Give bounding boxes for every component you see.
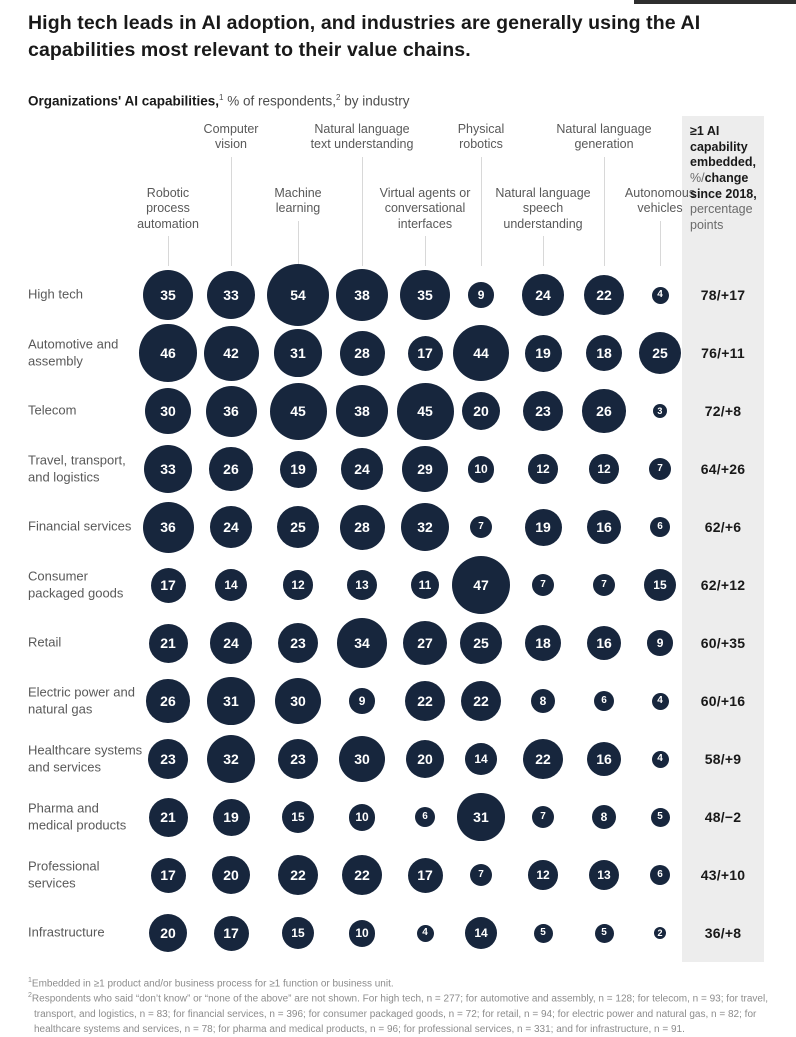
bubble-value: 4 xyxy=(417,925,434,942)
chart-subtitle xyxy=(28,93,768,109)
bubble-value: 14 xyxy=(465,743,497,775)
bubble-value: 26 xyxy=(209,447,252,490)
column-header-label: Virtual agents or conversational interfaces xyxy=(379,186,471,231)
bubble-value: 42 xyxy=(204,326,259,381)
bubble-value: 20 xyxy=(212,856,250,894)
row-label: Pharma and medical products xyxy=(28,800,127,833)
bubble-value: 9 xyxy=(468,282,494,308)
bubble-value: 25 xyxy=(277,506,320,549)
bubble-value: 17 xyxy=(151,568,186,603)
bubble-value: 30 xyxy=(339,736,386,783)
bubble-value: 22 xyxy=(278,855,318,895)
bubble-value: 30 xyxy=(275,678,322,725)
column-connector-line xyxy=(481,157,482,267)
bubble-value: 17 xyxy=(408,858,443,893)
bubble-value: 24 xyxy=(210,506,252,548)
table-row xyxy=(28,382,768,440)
bubble-value: 18 xyxy=(525,625,561,661)
bubble-value: 15 xyxy=(282,801,315,834)
summary-value: 60/+35 xyxy=(700,635,746,652)
footnotes xyxy=(28,976,768,1037)
table-row xyxy=(28,614,768,672)
bubble-value: 13 xyxy=(589,860,620,891)
bubble-value: 14 xyxy=(465,917,497,949)
bubble-value: 10 xyxy=(349,804,376,831)
subtitle-text: % of respondents, xyxy=(223,93,337,109)
bubble-value: 6 xyxy=(650,865,671,886)
bubble-value: 7 xyxy=(470,516,493,539)
bubble-value: 3 xyxy=(653,404,668,419)
bubble-value: 38 xyxy=(336,385,388,437)
bubble-value: 28 xyxy=(340,331,385,376)
bubble-value: 23 xyxy=(278,739,319,780)
summary-value: 58/+9 xyxy=(704,751,742,768)
bubble-value: 38 xyxy=(336,269,388,321)
bubble-value: 12 xyxy=(283,570,312,599)
bubble-value: 25 xyxy=(639,332,682,375)
bubble-value: 7 xyxy=(532,574,555,597)
bubble-value: 28 xyxy=(340,505,385,550)
bubble-value: 34 xyxy=(337,618,387,668)
bubble-value: 16 xyxy=(587,510,621,544)
bubble-value: 35 xyxy=(400,270,450,320)
bubble-value: 12 xyxy=(528,454,557,483)
bubble-value: 17 xyxy=(214,916,249,951)
table-row xyxy=(28,498,768,556)
chart-header xyxy=(28,116,768,266)
footnote-2-text: Respondents who said “don’t know” or “none of the above” are not shown. For high tech, n = 277; for automotive and assembly, n = 128; for telecom, n = 93; for travel, transport, and logistics, n = 83; for financial services, n = 396; for consumer packaged goods, n = 72; for retail, n = 94; for electric power and natural gas, n = 82; for healthcare systems and services, n = 78; for pharma and medical products, n = 96; for professional services, n = 331; and for infrastructure, n = 91. xyxy=(31,993,768,1035)
bubble-value: 26 xyxy=(582,389,625,432)
subtitle-tail: by industry xyxy=(340,93,410,109)
bubble-value: 13 xyxy=(347,570,378,601)
bubble-value: 36 xyxy=(143,502,194,553)
bubble-value: 4 xyxy=(652,287,669,304)
bubble-value: 17 xyxy=(408,336,443,371)
column-header-label: Physical robotics xyxy=(457,122,505,152)
row-label: High tech xyxy=(28,286,83,302)
bubble-value: 31 xyxy=(207,677,254,724)
page-title: High tech leads in AI adoption, and industries are generally using the AI capabilities most relevant to their value chains. xyxy=(28,12,701,62)
summary-value: 62/+12 xyxy=(700,577,746,594)
bubble-value: 7 xyxy=(532,806,555,829)
bubble-matrix-chart xyxy=(28,116,768,962)
bubble-value: 20 xyxy=(149,914,187,952)
subtitle-bold: Organizations' AI capabilities, xyxy=(28,93,220,109)
bubble-value: 35 xyxy=(143,270,193,320)
bubble-value: 22 xyxy=(342,855,382,895)
bubble-value: 6 xyxy=(415,807,436,828)
bubble-value: 54 xyxy=(267,264,330,327)
bubble-value: 7 xyxy=(593,574,616,597)
row-label: Retail xyxy=(28,634,62,650)
table-row xyxy=(28,556,768,614)
bubble-value: 2 xyxy=(654,927,666,939)
bubble-value: 23 xyxy=(278,623,319,664)
bubble-value: 32 xyxy=(207,735,255,783)
bubble-value: 9 xyxy=(349,688,375,714)
bubble-value: 12 xyxy=(589,454,618,483)
row-label: Healthcare systems and services xyxy=(28,742,143,775)
column-connector-line xyxy=(604,157,605,267)
bubble-value: 47 xyxy=(452,556,510,614)
bubble-value: 45 xyxy=(397,383,454,440)
table-row xyxy=(28,904,768,962)
bubble-value: 9 xyxy=(647,630,673,656)
bubble-value: 22 xyxy=(523,739,563,779)
column-header-label: Computer vision xyxy=(203,122,259,152)
bubble-value: 33 xyxy=(207,271,256,320)
bubble-value: 19 xyxy=(525,335,562,372)
bubble-value: 6 xyxy=(650,517,671,538)
bubble-value: 5 xyxy=(534,924,553,943)
column-connector-line xyxy=(660,221,661,267)
bubble-value: 22 xyxy=(584,275,624,315)
bubble-value: 22 xyxy=(405,681,445,721)
table-row xyxy=(28,324,768,382)
summary-header-bold-2: change since 2018, xyxy=(690,170,757,201)
summary-value: 60/+16 xyxy=(700,693,746,710)
summary-header-regular-1: %/ xyxy=(690,170,705,185)
subtitle-footnote-marker-1: 1 xyxy=(219,92,224,102)
footnote-2 xyxy=(28,991,768,1036)
column-header-label: Natural language speech understanding xyxy=(495,186,591,231)
column-connector-line xyxy=(168,236,169,266)
footnote-1-text: Embedded in ≥1 product and/or business process for ≥1 function or business unit. xyxy=(31,978,394,990)
summary-value: 48/−2 xyxy=(704,809,742,826)
bubble-value: 23 xyxy=(148,739,189,780)
bubble-value: 15 xyxy=(644,569,677,602)
bubble-value: 5 xyxy=(595,924,614,943)
summary-value: 72/+8 xyxy=(704,403,742,420)
summary-value: 76/+11 xyxy=(701,345,745,362)
row-label: Consumer packaged goods xyxy=(28,568,124,601)
row-label: Telecom xyxy=(28,402,77,418)
row-label: Automotive and assembly xyxy=(28,336,119,369)
bubble-value: 7 xyxy=(470,864,493,887)
bubble-value: 29 xyxy=(402,446,448,492)
bubble-value: 26 xyxy=(146,679,189,722)
bubble-value: 16 xyxy=(587,626,621,660)
bubble-value: 45 xyxy=(270,383,327,440)
table-row xyxy=(28,730,768,788)
table-row xyxy=(28,672,768,730)
footnote-1-marker: 1 xyxy=(28,977,32,985)
bubble-value: 31 xyxy=(457,793,504,840)
bubble-value: 21 xyxy=(149,798,188,837)
bubble-value: 11 xyxy=(411,571,439,599)
bubble-value: 24 xyxy=(341,448,383,490)
summary-header-bold-1: ≥1 AI capability embedded, xyxy=(690,124,756,170)
bubble-value: 18 xyxy=(586,335,622,371)
bubble-value: 27 xyxy=(403,621,447,665)
row-label: Infrastructure xyxy=(28,924,105,940)
table-row xyxy=(28,846,768,904)
table-row xyxy=(28,788,768,846)
row-label: Travel, transport, and logistics xyxy=(28,452,126,485)
bubble-value: 17 xyxy=(151,858,186,893)
bubble-value: 20 xyxy=(406,740,444,778)
bubble-value: 15 xyxy=(282,917,315,950)
footnote-2-marker: 2 xyxy=(28,992,32,1000)
summary-value: 78/+17 xyxy=(700,287,746,304)
bubble-value: 22 xyxy=(461,681,501,721)
column-connector-line xyxy=(231,157,232,267)
bubble-value: 4 xyxy=(652,751,669,768)
column-header-label: Machine learning xyxy=(274,186,322,216)
bubble-value: 25 xyxy=(460,622,503,665)
bubble-value: 24 xyxy=(522,274,564,316)
summary-value: 43/+10 xyxy=(700,867,746,884)
column-connector-line xyxy=(425,236,426,266)
bubble-value: 8 xyxy=(592,805,616,829)
bubble-value: 44 xyxy=(453,325,509,381)
table-row xyxy=(28,266,768,324)
column-header-label: Robotic process automation xyxy=(137,186,199,231)
subtitle-footnote-marker-2: 2 xyxy=(336,92,341,102)
bubble-value: 19 xyxy=(213,799,250,836)
bubble-value: 7 xyxy=(649,458,672,481)
summary-value: 62/+6 xyxy=(704,519,742,536)
summary-header-regular-2: percentage points xyxy=(690,202,753,232)
column-header-label: Autonomous vehicles xyxy=(624,186,696,216)
bubble-value: 23 xyxy=(523,391,564,432)
bubble-value: 20 xyxy=(462,392,500,430)
screenshot-top-strip xyxy=(634,0,796,4)
bubble-value: 32 xyxy=(401,503,449,551)
bubble-value: 8 xyxy=(531,689,555,713)
row-label: Electric power and natural gas xyxy=(28,684,135,717)
bubble-value: 36 xyxy=(206,386,257,437)
column-header-label: Natural language generation xyxy=(556,122,652,152)
chart-rows xyxy=(28,266,768,962)
bubble-value: 6 xyxy=(594,691,615,712)
summary-value: 36/+8 xyxy=(704,925,742,942)
bubble-value: 4 xyxy=(652,693,669,710)
bubble-value: 5 xyxy=(651,808,670,827)
bubble-value: 14 xyxy=(215,569,247,601)
row-label: Financial services xyxy=(28,518,132,534)
bubble-value: 24 xyxy=(210,622,252,664)
column-connector-line xyxy=(298,221,299,267)
bubble-value: 30 xyxy=(145,388,192,435)
summary-column-header xyxy=(690,124,760,233)
column-connector-line xyxy=(362,157,363,267)
bubble-value: 16 xyxy=(587,742,621,776)
column-header-label: Natural language text understanding xyxy=(310,122,414,152)
bubble-value: 19 xyxy=(525,509,562,546)
bubble-value: 31 xyxy=(274,329,321,376)
bubble-value: 10 xyxy=(349,920,376,947)
bubble-value: 33 xyxy=(144,445,193,494)
bubble-value: 12 xyxy=(528,860,557,889)
footnote-1 xyxy=(28,976,768,991)
bubble-value: 10 xyxy=(468,456,495,483)
summary-value: 64/+26 xyxy=(700,461,746,478)
bubble-value: 46 xyxy=(139,324,197,382)
bubble-value: 21 xyxy=(149,624,188,663)
bubble-value: 19 xyxy=(280,451,317,488)
row-label: Professional services xyxy=(28,858,100,891)
table-row xyxy=(28,440,768,498)
